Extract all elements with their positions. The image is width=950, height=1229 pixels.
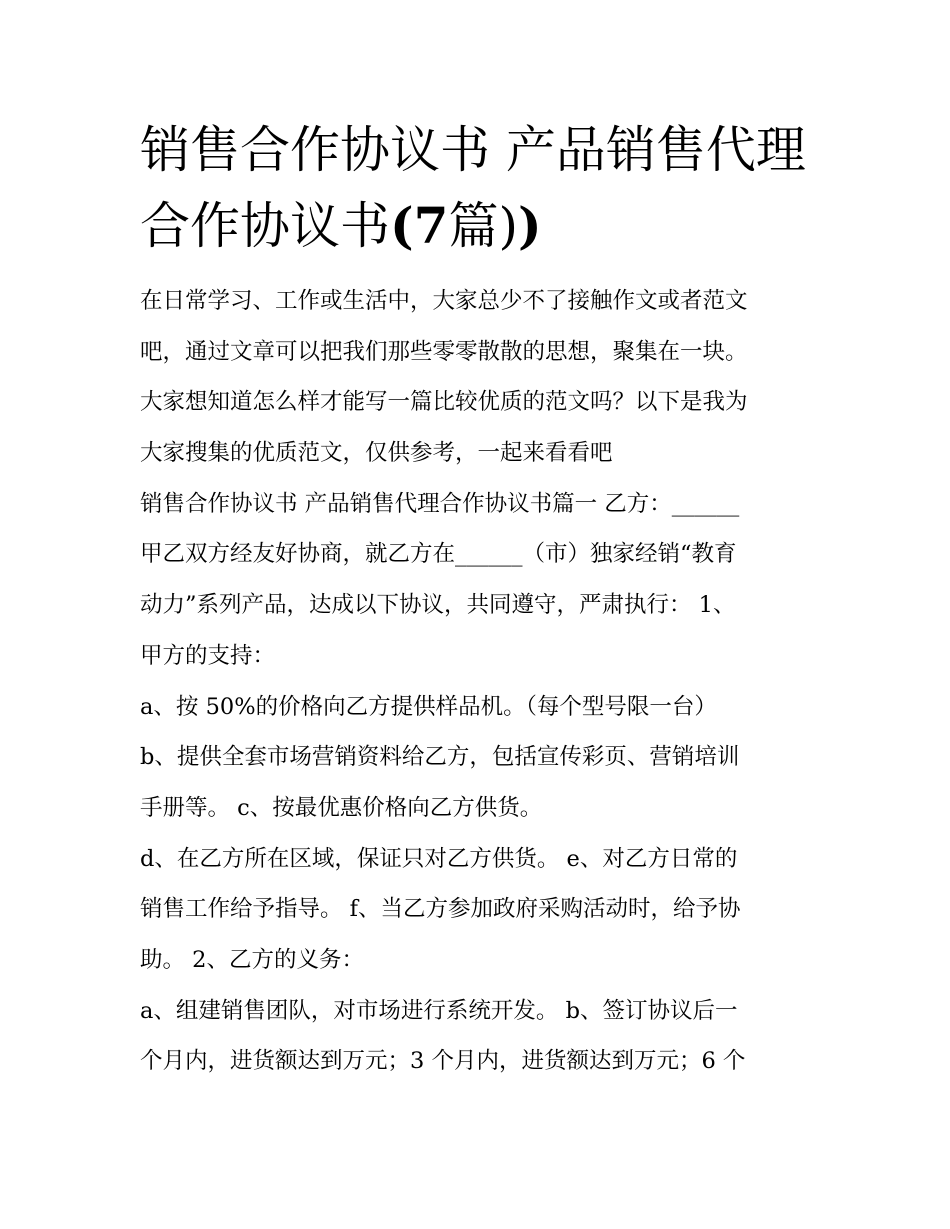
document-body	[140, 276, 820, 1087]
body-line: b、提供全套市场营销资料给乙方，包括宣传彩页、营销培训	[140, 744, 740, 771]
title-count: (7	[390, 196, 449, 255]
title-close: )	[517, 196, 542, 255]
body-line: 个月内，进货额达到万元；3 个月内，进货额达到万元；6 个	[140, 1048, 746, 1075]
body-line: 手册等。 c、按最优惠价格向乙方供货。	[140, 794, 543, 821]
body-line: 吧，通过文章可以把我们那些零零散散的思想，聚集在一块。	[140, 338, 748, 365]
body-line: 动力”系列产品，达成以下协议，共同遵守，严肃执行： 1、	[140, 592, 736, 619]
body-line: 甲乙双方经友好协商，就乙方在______（市）独家经销“教育	[140, 541, 737, 568]
body-line: 销售工作给予指导。 f、当乙方参加政府采购活动时，给予协	[140, 896, 741, 923]
document-title	[140, 112, 820, 264]
body-line: a、组建销售团队，对市场进行系统开发。 b、签订协议后一	[140, 997, 738, 1024]
body-line: 在日常学习、工作或生活中，大家总少不了接触作文或者范文	[140, 288, 748, 314]
body-line: 大家想知道怎么样才能写一篇比较优质的范文吗？以下是我为	[140, 389, 748, 416]
title-line-1: 销售合作协议书 产品销售代理	[140, 121, 806, 179]
title-line-2: 合作协议书	[140, 197, 390, 255]
body-line: d、在乙方所在区域，保证只对乙方供货。 e、对乙方日常的	[140, 845, 738, 872]
body-line: a、按 50%的价格向乙方提供样品机。（每个型号限一台）	[140, 693, 717, 720]
body-line: 助。 2、乙方的义务：	[140, 946, 364, 973]
body-line: 销售合作协议书 产品销售代理合作协议书篇一 乙方：______	[140, 490, 740, 517]
body-line: 大家搜集的优质范文，仅供参考，一起来看看吧	[140, 440, 613, 467]
title-suffix: 篇)	[448, 197, 518, 255]
body-line: 甲方的支持：	[140, 642, 276, 669]
